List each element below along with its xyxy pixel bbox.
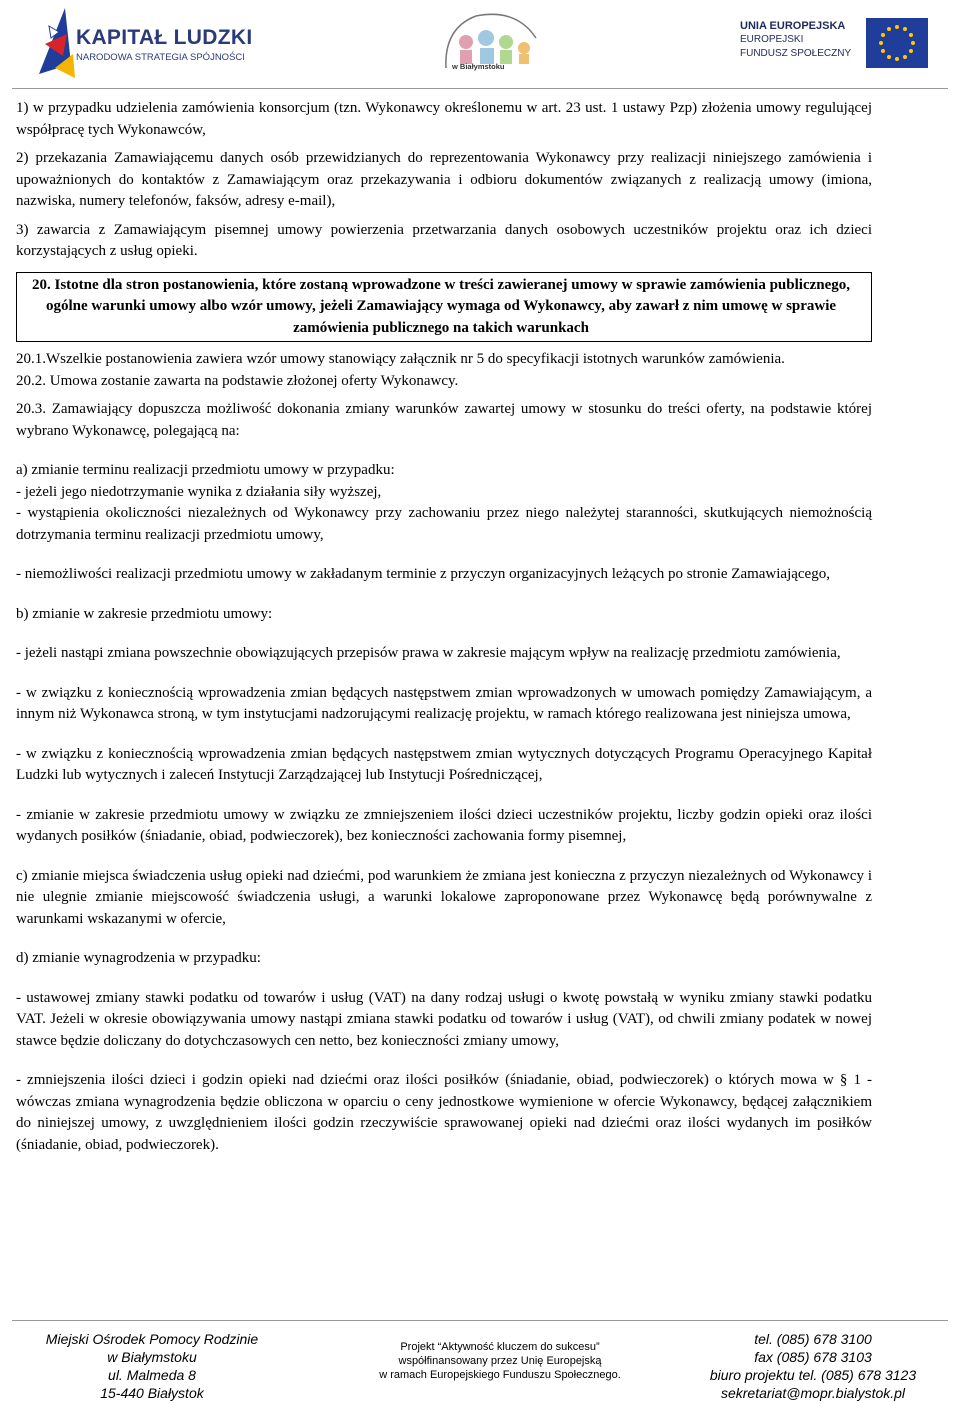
footer-project bbox=[360, 1340, 640, 1382]
paragraph-3: 3) zawarcia z Zamawiającym pisemnej umowy powierzenia przetwarzania danych osobowych uczestników projektu oraz ich dzieci korzystających z usług opieki. bbox=[16, 221, 872, 259]
eu-line-3: FUNDUSZ SPOŁECZNY bbox=[740, 48, 852, 59]
item-c: c) zmianie miejsca świadczenia usług opieki nad dziećmi, pod warunkiem że zmiana jest konieczna z przyczyn niezależnych od Wykonawcy i nie ulegnie zmianie miejscowość świadczenia usługi, a warunki lokalowe zaproponowane przez Wykonawcę będą porównywalne z warunkami wskazanymi w ofercie, bbox=[16, 867, 872, 927]
item-a-2: - wystąpienia okoliczności niezależnych od Wykonawcy przy zachowaniu przez niego należytej staranności, skutkujących niemożnością dotrzymania terminu realizacji przedmiotu umowy, bbox=[16, 505, 872, 543]
item-b-heading: b) zmianie w zakresie przedmiotu umowy: bbox=[16, 605, 273, 622]
kapital-ludzki-subtitle: NARODOWA STRATEGIA SPÓJNOŚCI bbox=[76, 52, 245, 63]
footer-street: ul. Malmeda 8 bbox=[108, 1367, 196, 1383]
header-divider bbox=[12, 88, 948, 89]
eu-title: UNIA EUROPEJSKA bbox=[740, 20, 846, 32]
footer-contact bbox=[688, 1330, 938, 1402]
footer-project-name: Projekt “Aktywność kluczem do sukcesu” bbox=[400, 1341, 600, 1353]
footer-divider bbox=[12, 1320, 948, 1321]
item-a-heading: a) zmianie terminu realizacji przedmiotu umowy w przypadku: bbox=[16, 462, 395, 478]
item-a-1: - jeżeli jego niedotrzymanie wynika z działania siły wyższej, bbox=[16, 483, 382, 500]
section-number: 20. bbox=[31, 276, 51, 293]
footer-org-city: w Białymstoku bbox=[107, 1349, 197, 1365]
item-d-1: - ustawowej zmiany stawki podatku od towarów i usług (VAT) na dany rodzaj usługi o kwotę powstałą w wyniku zmiany stawki podatku VAT. Jeżeli w okresie obowiązywania umowy nastąpi zmiana stawki podatku od towarów i usług (VAT), od chwili zmiany podatek w nowej stawce będzie doliczany do dotychczasowych cen netto, bez konieczności zmiany umowy, bbox=[16, 989, 872, 1049]
paragraph-20-1: 20.1.Wszelkie postanowienia zawiera wzór umowy stanowiący załącznik nr 5 do specyfikacji istotnych warunków zamówienia. bbox=[16, 351, 785, 367]
footer-fax: fax (085) 678 3103 bbox=[754, 1349, 872, 1365]
footer-org-name: Miejski Ośrodek Pomocy Rodzinie bbox=[45, 1331, 259, 1347]
eu-line-2: EUROPEJSKI bbox=[740, 34, 804, 45]
document-body bbox=[16, 98, 872, 1156]
paragraph-20-2: 20.2. Umowa zostanie zawarta na podstawie złożonej oferty Wykonawcy. bbox=[16, 372, 459, 389]
item-b-1: - jeżeli nastąpi zmiana powszechnie obowiązujących przepisów prawa w zakresie mającym wpływ na realizację przedmiotu zamówienia, bbox=[16, 645, 841, 661]
footer-email: sekretariat@mopr.bialystok.pl bbox=[720, 1385, 906, 1401]
section-heading: Istotne dla stron postanowienia, które zostaną wprowadzone w treści zawieranej umowy w sprawie zamówienia publicznego, ogólne warunki umowy albo wzór umowy, jeżeli Zamawiający wymaga od Wykonawcy, aby zawarł z nim umowę w sprawie zamówienia publicznego na takich warunkach bbox=[45, 276, 851, 336]
eu-flag-icon bbox=[866, 18, 928, 68]
page-footer bbox=[0, 1320, 960, 1403]
paragraph-1: 1) w przypadku udzielenia zamówienia konsorcjum (tzn. Wykonawcy określonemu w art. 23 ust. 1 ustawy Pzp) złożenia umowy regulującej współpracę tych Wykonawców, bbox=[16, 100, 872, 138]
item-a-3: - niemożliwości realizacji przedmiotu umowy w zakładanym terminie z przyczyn organizacyjnych leżących po stronie Zamawiającego, bbox=[16, 566, 830, 582]
kapital-ludzki-title: KAPITAŁ LUDZKI bbox=[76, 26, 253, 49]
page-header bbox=[0, 0, 960, 90]
item-b-3: - w związku z koniecznością wprowadzenia zmian będących następstwem zmian wytycznych dotyczących Programu Operacyjnego Kapitał Ludzki lub wytycznych i zaleceń Instytucji Zarządzającej lub Instytucji Pośredniczącej, bbox=[16, 745, 872, 783]
item-d-2: - zmniejszenia ilości dzieci i godzin opieki nad dziećmi oraz ilości posiłków (śniadanie, obiad, podwieczorek) o których mowa w § 1 - wówczas zmiana wynagrodzenia będzie obliczona w oparciu o ceny jednostkowe wymienione w ofercie Wykonawcy, będącej załącznikiem do niniejszej umowy, z uwzględnieniem ilości godzin rzeczywiście sprawowanej opieki nad dziećmi oraz ilości wydanych im posiłków (śniadanie, obiad, podwieczorek). bbox=[16, 1072, 872, 1153]
paragraph-20-3: 20.3. Zamawiający dopuszcza możliwość dokonania zmiany warunków zawartej umowy w stosunku do treści oferty, na podstawie której wybrano Wykonawcę, polegającą na: bbox=[16, 401, 872, 439]
section-20-heading-box bbox=[16, 272, 872, 343]
item-b-4: - zmianie w zakresie przedmiotu umowy w związku ze zmniejszeniem ilości dzieci uczestników projektu, liczby godzin opieki oraz ilości wydanych posiłków (śniadanie, obiad, podwieczorek), bez konieczności zachowania formy pisemnej, bbox=[16, 806, 872, 844]
item-b-2: - w związku z koniecznością wprowadzenia zmian będących następstwem zmian wprowadzonych w umowach pomiędzy Zamawiającym, a innym niż Wykonawca stroną, w tym instytucjami nadzorującymi realizację projektu, w ramach którego realizowana jest niniejsza umowa, bbox=[16, 684, 872, 722]
paragraph-2: 2) przekazania Zamawiającemu danych osób przewidzianych do reprezentowania Wykonawcy przy realizacji niniejszego zamówienia i upoważnionych do kontaktów z Zamawiającym oraz przekazywania i odbioru dokumentów związanych z realizacją umowy (imiona, nazwiska, numery telefonów, faksów, adresy e-mail), bbox=[16, 150, 872, 209]
footer-address bbox=[32, 1330, 272, 1402]
footer-project-phone: biuro projektu tel. (085) 678 3123 bbox=[709, 1367, 917, 1383]
footer-cofinanced: współfinansowany przez Unię Europejską bbox=[398, 1355, 602, 1367]
footer-postcode: 15-440 Białystok bbox=[100, 1385, 204, 1401]
footer-fund: w ramach Europejskiego Funduszu Społecznego. bbox=[379, 1369, 621, 1381]
mopr-caption: w Białymstoku bbox=[452, 62, 505, 71]
item-d-heading: d) zmianie wynagrodzenia w przypadku: bbox=[16, 950, 261, 966]
footer-phone: tel. (085) 678 3100 bbox=[754, 1331, 872, 1347]
